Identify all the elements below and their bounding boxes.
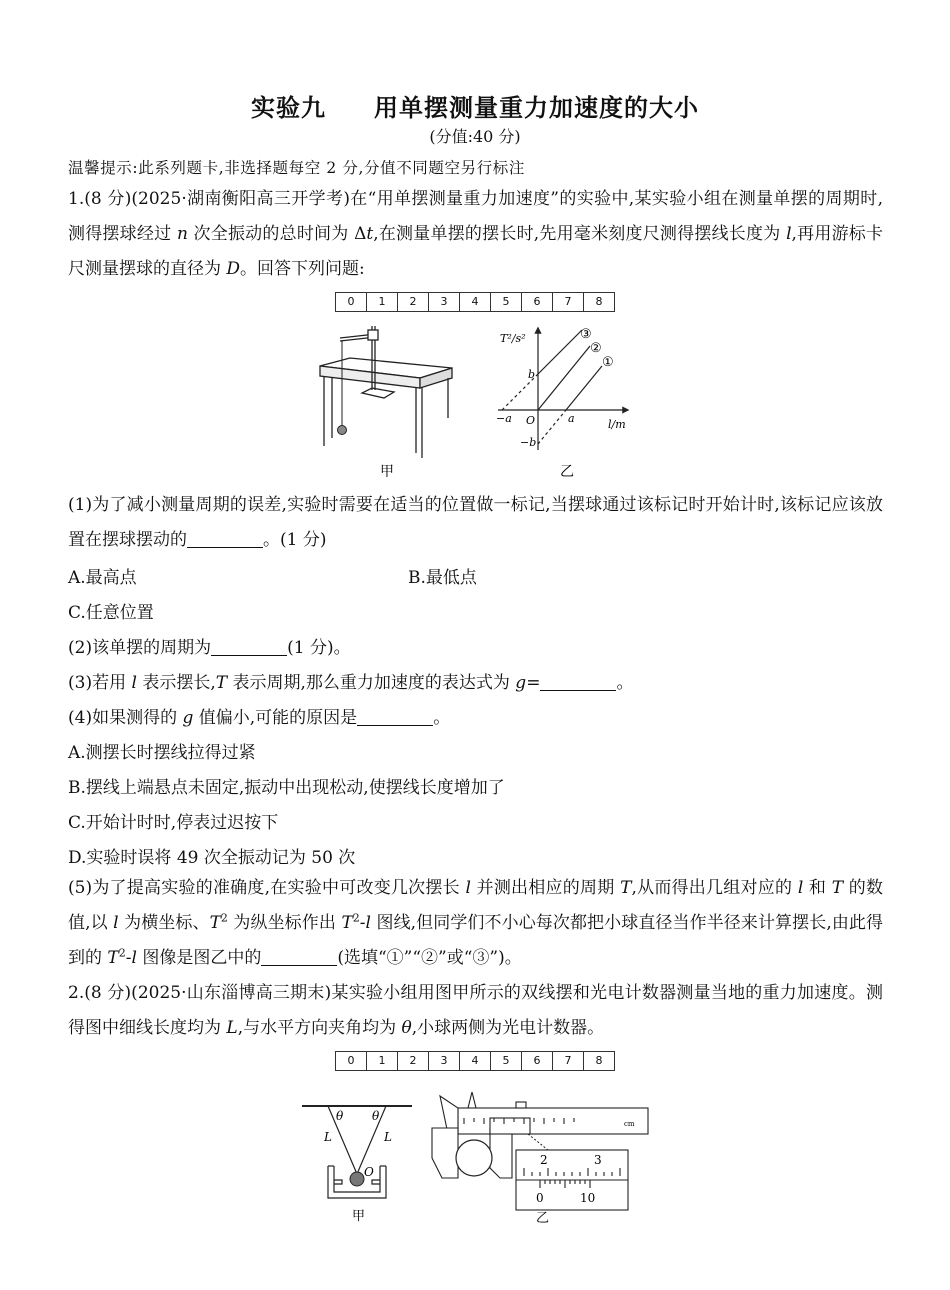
q1-part1 <box>68 488 883 558</box>
var-l: l <box>131 948 137 968</box>
option-a: A.最高点 <box>68 568 137 588</box>
ruler-tick: 2 <box>398 293 429 311</box>
q1-part1-text: (1)为了减小测量周期的误差,实验时需要在适当的位置做一标记,当摆球通过该标记时开始计时,该标记应该放置在摆球摆动的 <box>68 495 883 550</box>
var-g: g <box>515 673 527 693</box>
q1-stem-text: 。回答下列问题: <box>240 259 365 279</box>
label-theta: θ <box>336 1109 344 1123</box>
q1-part4-text: 。 <box>433 708 451 728</box>
q1-part3-text: 表示摆长, <box>136 673 216 693</box>
q1-part2 <box>68 633 351 658</box>
q1-part5 <box>68 871 883 976</box>
q1-stem-text: 次全振动的总时间为 Δ <box>187 224 367 244</box>
q1-part4-text: (4)如果测得的 <box>68 708 183 728</box>
q1-part5-text: 图像是图乙中的 <box>136 948 262 968</box>
y-axis-label: T²/s² <box>500 332 526 345</box>
label-circled-2: ② <box>590 341 602 356</box>
var-T: T <box>831 878 844 898</box>
q1-part5-text: - <box>359 913 366 933</box>
unit-cm: cm <box>624 1120 635 1128</box>
option-b: B.最低点 <box>408 568 477 588</box>
option-b: B.摆线上端悬点未固定,振动中出现松动,使摆线长度增加了 <box>68 778 505 798</box>
label-origin: O <box>526 414 536 427</box>
q1-part5-text: 的数值,以 <box>68 878 884 933</box>
page-title <box>0 88 950 123</box>
label-circled-1: ① <box>602 355 614 370</box>
var-l: l <box>113 913 119 933</box>
label-L: L <box>324 1130 332 1144</box>
superscript: 2 <box>220 911 228 925</box>
figure-double-pendulum <box>298 1096 416 1226</box>
ruler-tick: 1 <box>367 293 398 311</box>
var-T: T <box>341 913 353 933</box>
q1-part2-text: (1 分)。 <box>287 638 351 658</box>
graph-line-1 <box>566 366 602 410</box>
title-experiment-number: 实验九 <box>251 94 326 122</box>
superscript: 2 <box>352 911 360 925</box>
ruler-strip-1 <box>335 292 615 312</box>
var-l: l <box>797 878 804 898</box>
vernier-0: 0 <box>536 1191 544 1205</box>
ruler-tick: 5 <box>491 1052 522 1070</box>
option-c: C.开始计时时,停表过迟按下 <box>68 813 279 833</box>
ruler-tick: 7 <box>553 1052 584 1070</box>
var-l: l <box>365 913 371 933</box>
label-circled-3: ③ <box>580 327 592 342</box>
figure-label-jia: 甲 <box>380 464 394 480</box>
var-T: T <box>107 948 119 968</box>
figure-label-yi: 乙 <box>560 464 574 480</box>
var-D: D <box>226 259 241 279</box>
q1-part1-text: 。(1 分) <box>263 530 327 550</box>
superscript: 2 <box>118 946 126 960</box>
label-origin: O <box>364 1165 374 1179</box>
q1-part5-text: - <box>125 948 132 968</box>
label-b: b <box>528 368 536 381</box>
q1-stem-text: ,在测量单摆的摆长时,先用毫米刻度尺测得摆线长度为 <box>373 224 787 244</box>
var-l: l <box>465 878 471 898</box>
option-d: D.实验时误将 49 次全振动记为 50 次 <box>68 848 356 868</box>
q1-part5-text: 图线,但同学们不小心每次都把小球直径当作半径来计算摆长,由此得到的 <box>68 913 884 968</box>
q1-part5-text: (选填“①”“②”或“③”)。 <box>337 948 522 968</box>
q1-part3-text: (3)若用 <box>68 673 132 693</box>
q2-stem-text: 2.(8 分)(2025·山东淄博高三期末)某实验小组用图甲所示的双线摆和光电计数器测量当地的重力加速度。测得图中细线长度均为 <box>68 983 883 1038</box>
figure-label-jia: 甲 <box>352 1209 366 1224</box>
ruler-tick: 3 <box>429 1052 460 1070</box>
q1-part5-text: 和 <box>803 878 832 898</box>
q1-part3-text: = <box>526 673 541 693</box>
figure-t2-l-graph <box>490 318 640 483</box>
answer-blank[interactable] <box>187 531 263 548</box>
q2-stem-text: ,与水平方向夹角均为 <box>237 1018 402 1038</box>
ruler-tick: 8 <box>595 1054 603 1067</box>
ruler-tick: 0 <box>336 293 367 311</box>
ruler-tick: 6 <box>522 293 553 311</box>
answer-blank[interactable] <box>211 639 287 656</box>
q1-part5-text: 为纵坐标作出 <box>227 913 342 933</box>
figure-label-yi: 乙 <box>536 1211 550 1226</box>
ruler-tick: 4 <box>460 293 491 311</box>
var-g: g <box>182 708 194 728</box>
label-L: L <box>384 1130 392 1144</box>
main-scale-2: 2 <box>540 1153 548 1167</box>
q1-stem-text: 1.(8 分)(2025·湖南衡阳高三开学考)在“用单摆测量重力加速度”的实验中,某实验小组在测量单摆的周期时,测得摆球经过 <box>68 189 883 244</box>
ruler-tick: 6 <box>522 1052 553 1070</box>
option-c: C.任意位置 <box>68 603 154 623</box>
q2-stem-text: ,小球两侧为光电计数器。 <box>411 1018 605 1038</box>
var-T: T <box>215 673 228 693</box>
figure-pendulum-table <box>310 318 460 483</box>
q1-part5-text: 并测出相应的周期 <box>470 878 621 898</box>
answer-blank[interactable] <box>261 949 337 966</box>
label-a: a <box>568 412 575 425</box>
ruler-tick: 3 <box>429 293 460 311</box>
ruler-tick: 2 <box>398 1052 429 1070</box>
q1-part5-text: 为横坐标、 <box>118 913 210 933</box>
q1-part4 <box>68 703 450 728</box>
q1-part4-text: 值偏小,可能的原因是 <box>193 708 358 728</box>
q1-stem-text: ,再用游标卡尺测量摆球的直径为 <box>68 224 884 279</box>
ruler-tick: 5 <box>491 293 522 311</box>
var-l: l <box>786 224 792 244</box>
q1-part5-text: ,从而得出几组对应的 <box>631 878 798 898</box>
main-scale-3: 3 <box>594 1153 602 1167</box>
answer-blank[interactable] <box>357 709 433 726</box>
ruler-tick: 8 <box>595 295 603 308</box>
vernier-10: 10 <box>580 1191 596 1205</box>
ruler-strip-2 <box>335 1051 615 1071</box>
figure-vernier-caliper <box>428 1088 663 1228</box>
label-neg-a: −a <box>496 412 512 425</box>
label-neg-b: −b <box>520 436 537 449</box>
answer-blank[interactable] <box>540 674 616 691</box>
option-a: A.测摆长时摆线拉得过紧 <box>68 743 256 763</box>
pendulum-bob <box>338 426 347 435</box>
q2-stem <box>68 976 883 1046</box>
var-L: L <box>226 1018 238 1038</box>
q1-part3 <box>68 668 633 693</box>
tip-text: 温馨提示:此系列题卡,非选择题每空 2 分,分值不同题空另行标注 <box>68 159 525 177</box>
q1-part3-text: 。 <box>616 673 634 693</box>
q1-part2-text: (2)该单摆的周期为 <box>68 638 212 658</box>
ruler-tick: 7 <box>553 293 584 311</box>
ruler-tick: 0 <box>336 1052 367 1070</box>
var-t: t <box>366 224 374 244</box>
graph-line-2 <box>538 346 590 410</box>
x-axis-label: l/m <box>608 418 626 431</box>
var-n: n <box>176 224 188 244</box>
q1-stem <box>68 182 883 287</box>
ruler-tick: 1 <box>367 1052 398 1070</box>
score-note: (分值:40 分) <box>429 127 521 146</box>
var-T: T <box>209 913 221 933</box>
var-l: l <box>131 673 137 693</box>
ruler-tick: 4 <box>460 1052 491 1070</box>
title-topic: 用单摆测量重力加速度的大小 <box>374 94 699 122</box>
q1-part5-text: (5)为了提高实验的准确度,在实验中可改变几次摆长 <box>68 878 466 898</box>
var-theta: θ <box>401 1018 412 1038</box>
measured-ball <box>456 1140 492 1176</box>
label-theta: θ <box>372 1109 380 1123</box>
pendulum-ball <box>350 1172 364 1186</box>
var-T: T <box>620 878 632 898</box>
graph-line-3 <box>538 330 582 374</box>
q1-part3-text: 表示周期,那么重力加速度的表达式为 <box>227 673 516 693</box>
